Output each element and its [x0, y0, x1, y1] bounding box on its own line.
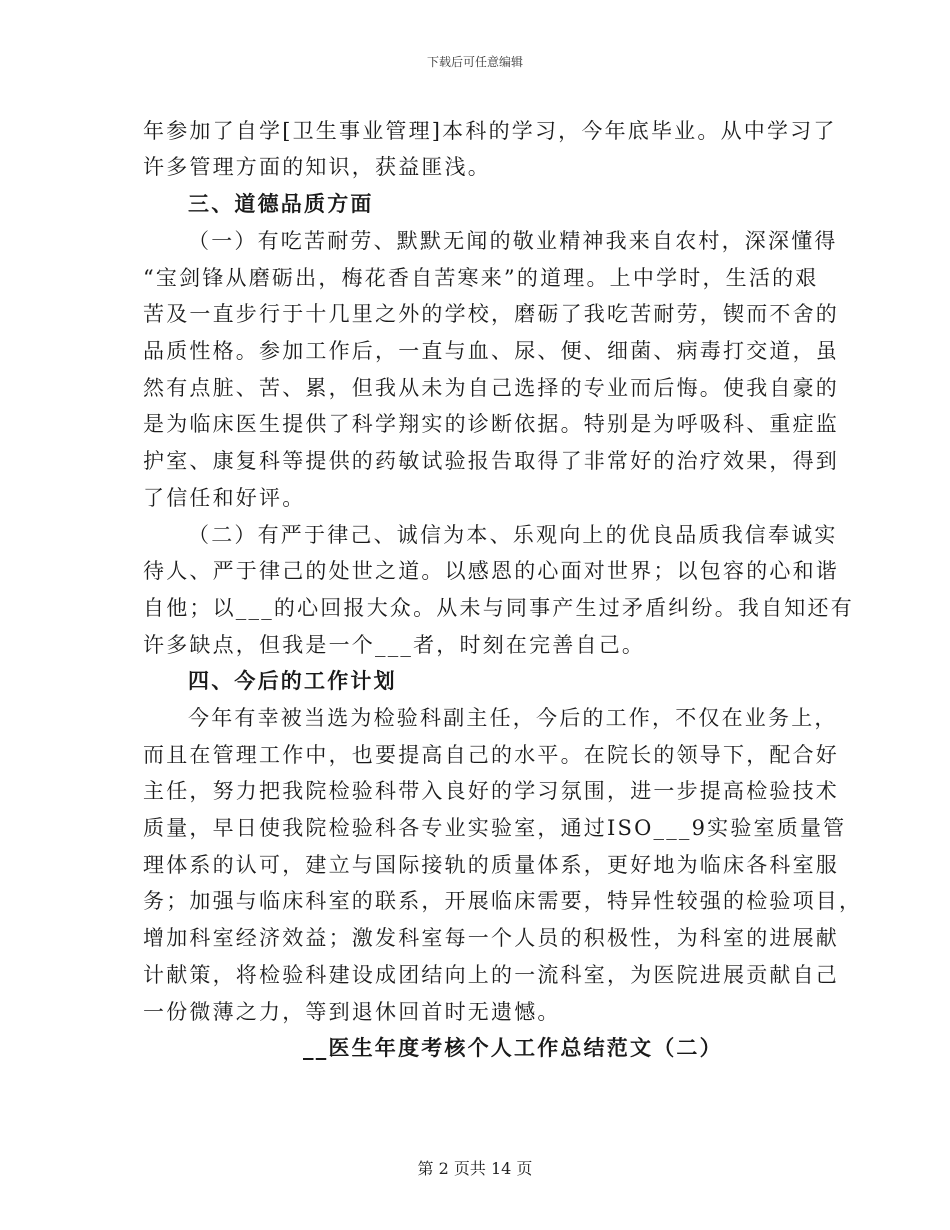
section-heading: 三、道德品质方面 [188, 191, 374, 216]
paragraph-line: 理体系的认可，建立与国际接轨的质量体系，更好地为临床各科室服 [143, 853, 839, 877]
paragraph-line: 待人、严于律己的处世之道。以感恩的心面对世界；以包容的心和谐 [143, 559, 839, 583]
paragraph-line: （一）有吃苦耐劳、默默无闻的敬业精神我来自农村，深深懂得 [188, 229, 838, 253]
paragraph-line: 务；加强与临床科室的联系，开展临床需要，特异性较强的检验项目， [143, 889, 863, 913]
paragraph-line: 计献策，将检验科建设成团结向上的一流科室，为医院进展贡献自己 [143, 963, 839, 987]
paragraph-line: 护室、康复科等提供的药敏试验报告取得了非常好的治疗效果，得到 [143, 449, 839, 473]
paragraph-line: 苦及一直步行于十几里之外的学校，磨砺了我吃苦耐劳，锲而不舍的 [143, 302, 839, 326]
paragraph-line: （二）有严于律己、诚信为本、乐观向上的优良品质我信奉诚实 [188, 523, 838, 547]
paragraph-line: 一份微薄之力，等到退休回首时无遗憾。 [143, 1000, 561, 1024]
paragraph-line: 了信任和好评。 [143, 486, 306, 510]
paragraph-line: 增加科室经济效益；激发科室每一个人员的积极性，为科室的进展献 [143, 926, 839, 950]
paragraph-line: 今年有幸被当选为检验科副主任，今后的工作，不仅在业务上， [188, 706, 838, 730]
page-footer: 第 2 页共 14 页 [417, 1159, 533, 1178]
paragraph-line: 年参加了自学[卫生事业管理]本科的学习，今年底毕业。从中学习了 [143, 119, 837, 143]
paragraph-line: 而且在管理工作中，也要提高自己的水平。在院长的领导下，配合好 [143, 743, 839, 767]
page-header: 下载后可任意编辑 [426, 55, 523, 69]
paragraph-line: 主任，努力把我院检验科带入良好的学习氛围，进一步提高检验技术 [143, 779, 839, 803]
paragraph-line: 许多缺点，但我是一个___者，时刻在完善自己。 [143, 633, 646, 657]
paragraph-line: 然有点脏、苦、累，但我从未为自己选择的专业而后悔。使我自豪的 [143, 376, 839, 400]
paragraph-line: 品质性格。参加工作后，一直与血、尿、便、细菌、病毒打交道，虽 [143, 339, 839, 363]
paragraph-line: “宝剑锋从磨砺出，梅花香自苦寒来”的道理。上中学时，生活的艰 [143, 266, 819, 290]
section-heading: 四、今后的工作计划 [188, 668, 397, 693]
paragraph-line: 是为临床医生提供了科学翔实的诊断依据。特别是为呼吸科、重症监 [143, 412, 839, 436]
paragraph-line: 自他；以___的心回报大众。从未与同事产生过矛盾纠纷。我自知还有 [143, 596, 854, 620]
paragraph-line: 许多管理方面的知识，获益匪浅。 [143, 155, 491, 179]
document-title: __医生年度考核个人工作总结范文（二） [303, 1035, 723, 1060]
paragraph-line: 质量，早日使我院检验科各专业实验室，通过ISO___9实验室质量管 [143, 816, 847, 840]
